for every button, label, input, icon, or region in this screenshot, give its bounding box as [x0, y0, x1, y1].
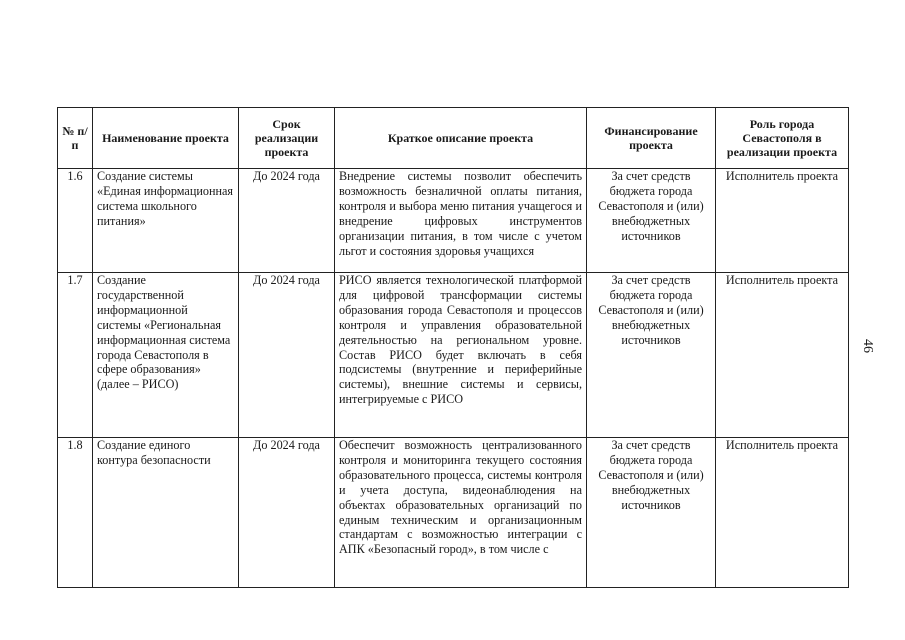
header-role: Роль города Севастополя в реализации проекта: [716, 108, 849, 169]
header-name: Наименование проекта: [93, 108, 239, 169]
cell-role: Исполнитель проекта: [716, 169, 849, 273]
cell-fin: За счет средств бюджета города Севастополя и (или) внебюджетных источников: [587, 169, 716, 273]
table-row: [58, 273, 849, 438]
cell-name: Создание системы «Единая информационная система школьного питания»: [93, 169, 239, 273]
cell-num: 1.8: [58, 438, 93, 588]
cell-desc-text: Обеспечит возможность централизованного контроля и мониторинга текущего состояния образовательного процесса, системы контроля и учета доступа, видеонаблюдения на объектах образовательных организаций по единым техническим и организационным стандартам с возможностью интеграции с АПК «Безопасный город», в том числе с: [339, 438, 582, 557]
cell-desc: РИСО является технологической платформой для цифровой трансформации системы образования города Севастополя и процессов контроля и управления образовательной деятельностью на региональном уровне. Состав РИСО будет включать в себя подсистемы (внутренние и периферийные системы), внешние системы и сервисы, интегрируемые с РИСО: [335, 273, 587, 438]
cell-role: Исполнитель проекта: [716, 273, 849, 438]
cell-desc: Внедрение системы позволит обеспечить возможность безналичной оплаты питания, контроля и выбора меню питания учащегося и внедрение цифровых инструментов организации питания, в том числе с учетом льгот и состояния здоровья учащихся: [335, 169, 587, 273]
header-num: № п/п: [58, 108, 93, 169]
table-header-row: [58, 108, 849, 169]
table-row: [58, 169, 849, 273]
cell-term: До 2024 года: [239, 169, 335, 273]
page-number: 46: [860, 339, 875, 353]
cell-fin: За счет средств бюджета города Севастополя и (или) внебюджетных источников: [587, 438, 716, 588]
cell-name: Создание единого контура безопасности: [93, 438, 239, 588]
header-term: Срок реализации проекта: [239, 108, 335, 169]
cell-fin: За счет средств бюджета города Севастополя и (или) внебюджетных источников: [587, 273, 716, 438]
cell-term: До 2024 года: [239, 438, 335, 588]
projects-table: [57, 107, 849, 588]
header-desc: Краткое описание проекта: [335, 108, 587, 169]
cell-name: Создание государственной информационной системы «Региональная информационная система города Севастополя в сфере образования» (далее – РИСО): [93, 273, 239, 438]
table-row: [58, 438, 849, 588]
cell-num: 1.7: [58, 273, 93, 438]
cell-num: 1.6: [58, 169, 93, 273]
cell-role: Исполнитель проекта: [716, 438, 849, 588]
cell-term: До 2024 года: [239, 273, 335, 438]
header-fin: Финансирование проекта: [587, 108, 716, 169]
cell-desc: [335, 438, 587, 588]
